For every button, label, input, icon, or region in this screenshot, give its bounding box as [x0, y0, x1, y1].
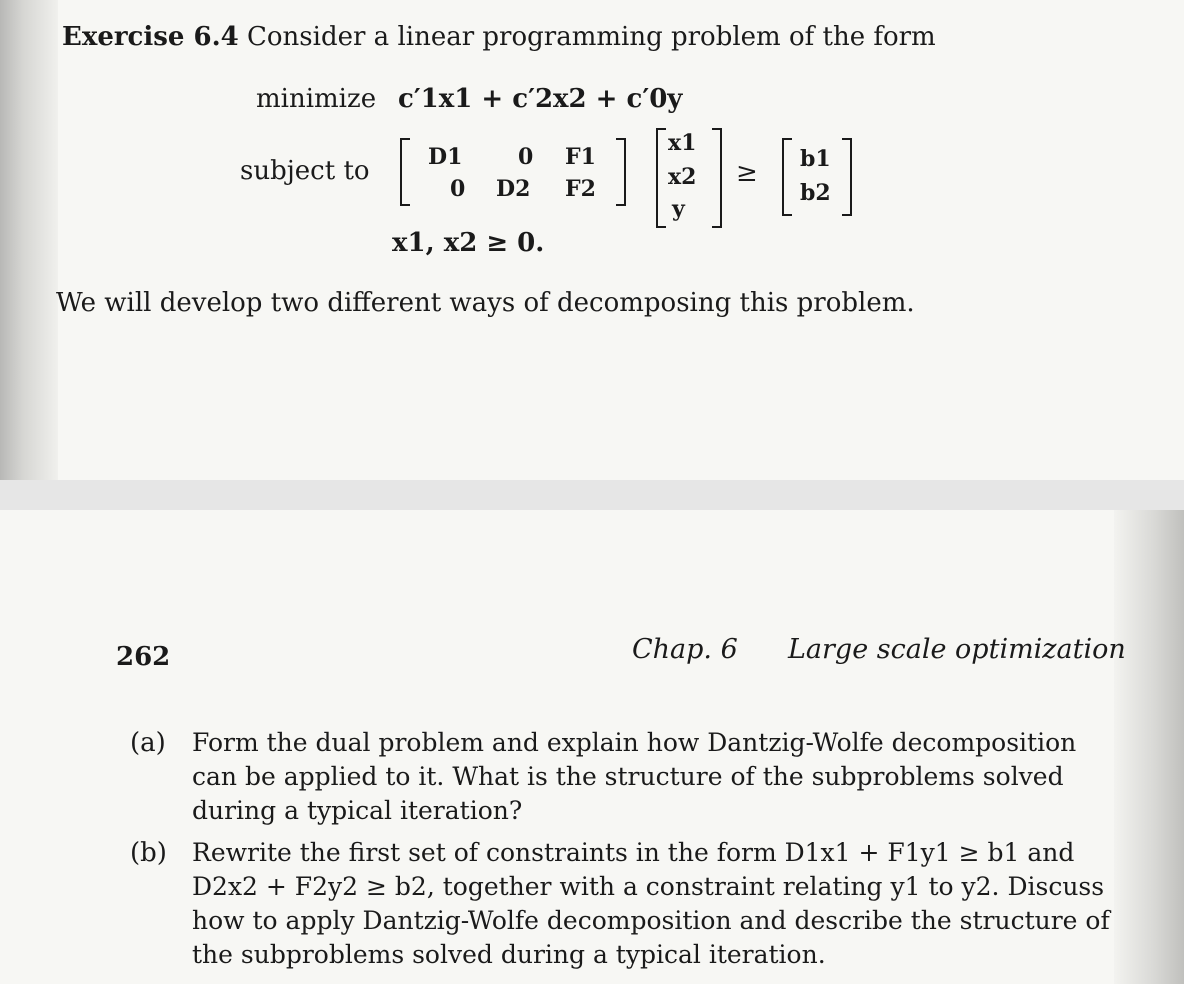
vector-b-entry: b1	[800, 146, 831, 172]
objective-function: c′1x1 + c′2x2 + c′0y	[398, 84, 683, 114]
exercise-heading	[62, 22, 936, 52]
exercise-intro: Consider a linear programming problem of the form	[247, 22, 936, 52]
vector-x-entry: y	[672, 196, 685, 222]
matrix-right-bracket	[616, 138, 626, 206]
vector-x-left-bracket	[656, 128, 666, 228]
item-label-a: (a)	[130, 728, 166, 758]
vector-x-entry: x1	[668, 130, 697, 156]
page-edge-shadow	[0, 0, 58, 480]
item-text-a: Form the dual problem and explain how Dantzig-Wolfe decomposition can be applied to it. What is the structure of the subproblems solved during a typical iteration?	[192, 728, 1077, 825]
item-text-b: Rewrite the first set of constraints in the form D1x1 + F1y1 ≥ b1 and D2x2 + F2y2 ≥ b2, together with a constraint relating y1 to y2. Discuss how to apply Dantzig-Wolfe decomposition and describe the structure of the subproblems solved during a typical iteration.	[192, 838, 1110, 969]
page-number: 262	[116, 642, 171, 672]
subject-to-label: subject to	[240, 156, 370, 186]
chapter-title: Large scale optimization	[788, 634, 1126, 665]
closing-sentence: We will develop two different ways of decomposing this problem.	[56, 288, 915, 318]
matrix-cell: F1	[565, 144, 596, 170]
vector-x-right-bracket	[712, 128, 722, 228]
nonnegativity-constraint: x1, x2 ≥ 0.	[392, 228, 545, 258]
vector-b-left-bracket	[782, 138, 792, 216]
chapter-label: Chap. 6	[632, 634, 738, 665]
exercise-label: Exercise 6.4	[62, 22, 239, 52]
vector-b-entry: b2	[800, 180, 831, 206]
matrix-cell: 0	[518, 144, 534, 170]
vector-x-entry: x2	[668, 164, 697, 190]
bottom-page	[0, 510, 1184, 984]
matrix-cell: F2	[565, 176, 596, 202]
item-label-b: (b)	[130, 838, 167, 868]
matrix-cell: 0	[450, 176, 466, 202]
page-edge-shadow	[1114, 510, 1184, 984]
vector-b-right-bracket	[842, 138, 852, 216]
relation-symbol: ≥	[736, 158, 758, 188]
top-page	[0, 0, 1184, 480]
matrix-cell: D1	[428, 144, 463, 170]
minimize-label: minimize	[256, 84, 377, 114]
matrix-left-bracket	[400, 138, 410, 206]
matrix-cell: D2	[496, 176, 531, 202]
